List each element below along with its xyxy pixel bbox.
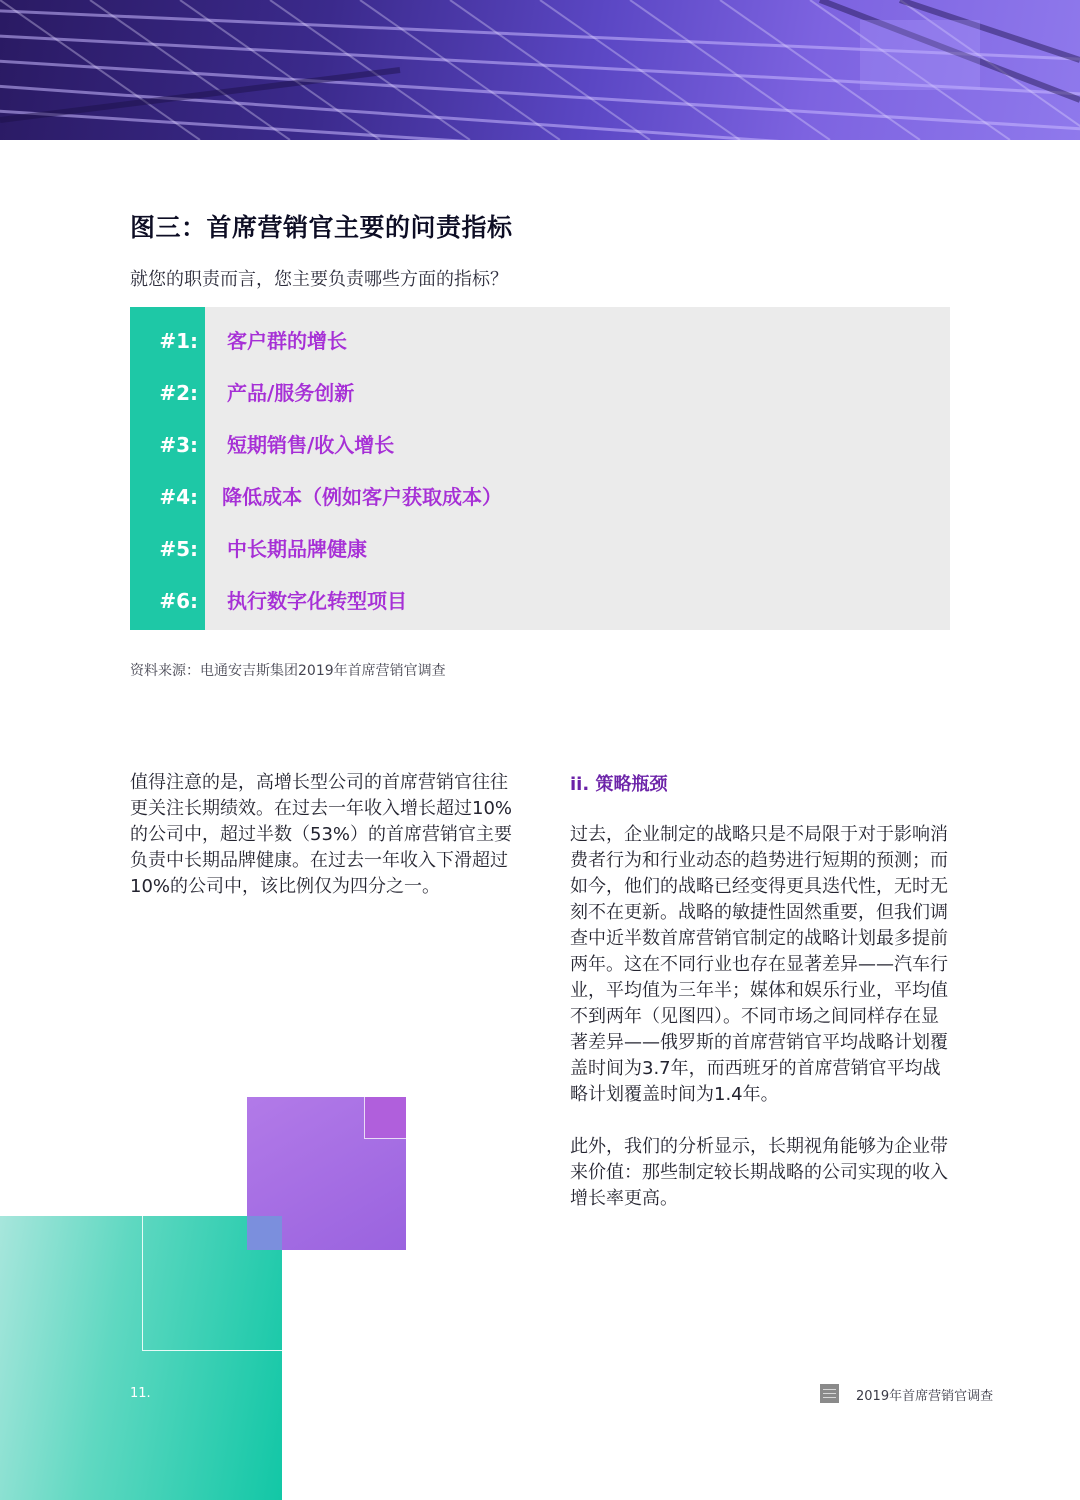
body-paragraph-right-1: 过去，企业制定的战略只是不局限于对于影响消费者行为和行业动态的趋势进行短期的预测；而如今，他们的战略已经变得更具迭代性，无时无刻不在更新。战略的敏捷性固然重要，但我们调查中近半数首席营销官制定的战略计划最多提前两年。这在不同行业也存在显著差异——汽车行业，平均值为三年半；媒体和娱乐行业，平均值不到两年（见图四）。不同市场之间同样存在显著差异——俄罗斯的首席营销官平均战略计划覆盖时间为3.7年，而西班牙的首席营销官平均战略计划覆盖时间为1.4年。 <box>570 824 948 1105</box>
rank-label: 短期销售/收入增长 <box>227 433 395 457</box>
rank-label: 执行数字化转型项目 <box>227 589 407 613</box>
accountability-ranking-table <box>130 307 950 630</box>
body-paragraph-right-2: 此外，我们的分析显示，长期视角能够为企业带来价值：那些制定较长期战略的公司实现的收入增长率更高。 <box>570 1136 948 1209</box>
ranking-row-4 <box>130 471 950 523</box>
decorative-purple-corner <box>364 1097 406 1139</box>
ranking-row-1 <box>130 315 950 367</box>
figure-question: 就您的职责而言，您主要负责哪些方面的指标？ <box>130 269 508 290</box>
rank-number: #6: <box>159 589 198 613</box>
rank-number: #3: <box>159 433 198 457</box>
figure-title: 图三：首席营销官主要的问责指标 <box>130 213 513 242</box>
header-banner-image <box>0 0 1080 140</box>
rank-number: #1: <box>159 329 198 353</box>
ranking-row-6 <box>130 575 950 627</box>
rank-number: #2: <box>159 381 198 405</box>
rank-label: 中长期品牌健康 <box>227 537 367 561</box>
dentsu-logo-icon <box>820 1384 839 1403</box>
rank-number: #5: <box>159 537 198 561</box>
figure-source-note: 资料来源：电通安吉斯集团2019年首席营销官调查 <box>130 663 446 679</box>
footer-report-title: 2019年首席营销官调查 <box>856 1389 994 1404</box>
section-heading-strategy-bottleneck: ii. 策略瓶颈 <box>570 774 668 795</box>
rank-label: 降低成本（例如客户获取成本） <box>222 485 502 509</box>
rank-label: 产品/服务创新 <box>227 381 355 405</box>
body-paragraph-left: 值得注意的是，高增长型公司的首席营销官往往更关注长期绩效。在过去一年收入增长超过10%的公司中，超过半数（53%）的首席营销官主要负责中长期品牌健康。在过去一年收入下滑超过10%的公司中，该比例仅为四分之一。 <box>130 772 513 897</box>
ranking-row-5 <box>130 523 950 575</box>
rank-number: #4: <box>159 485 198 509</box>
page-number: 11. <box>130 1386 151 1401</box>
banner-pattern <box>0 0 1080 140</box>
ranking-row-3 <box>130 419 950 471</box>
decorative-overlap-square <box>247 1216 282 1250</box>
rank-label: 客户群的增长 <box>227 329 347 353</box>
ranking-row-2 <box>130 367 950 419</box>
